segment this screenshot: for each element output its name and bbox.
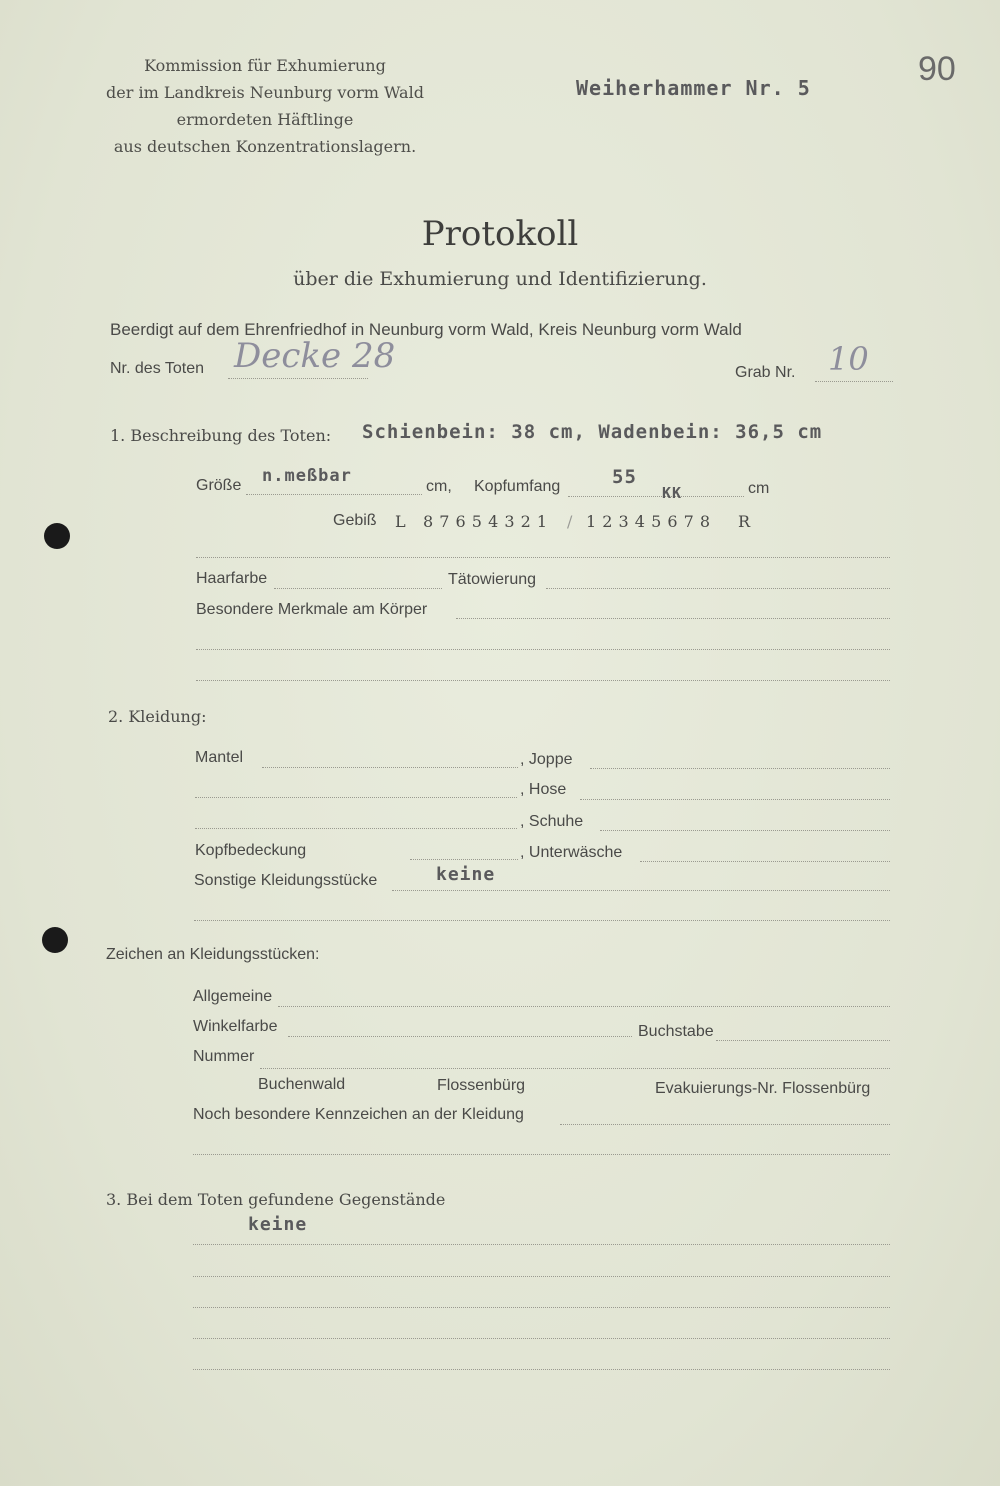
headgear-label: Kopfbedeckung	[195, 842, 307, 859]
letter-label: Buchstabe	[638, 1023, 714, 1040]
grave-value: 10	[828, 340, 869, 378]
teeth-right-numbers: 1 2 3 4 5 6 7 8	[586, 512, 711, 531]
body-marks-label: Besondere Merkmale am Körper	[196, 601, 428, 618]
flossenburg-label: Flossenbürg	[437, 1077, 526, 1094]
evacuation-number-label: Evakuierungs-Nr. Flossenbürg	[655, 1080, 871, 1097]
org-line-2: der im Landkreis Neunburg vorm Wald	[106, 83, 424, 102]
shoes-label: , Schuhe	[520, 813, 584, 830]
org-line-4: aus deutschen Konzentrationslagern.	[113, 137, 417, 156]
location-stamp: Weiherhammer Nr. 5	[576, 76, 811, 100]
height-value: n.meßbar	[262, 466, 352, 486]
grave-label: Grab Nr.	[735, 364, 796, 381]
head-circumference-label: Kopfumfang	[474, 478, 561, 495]
teeth-label: Gebiß	[333, 512, 377, 529]
page-title: Protokoll	[421, 214, 579, 254]
other-clothing-label: Sonstige Kleidungsstücke	[194, 872, 378, 889]
page-number: 90	[918, 50, 956, 88]
buchenwald-label: Buchenwald	[258, 1076, 346, 1093]
teeth-left-numbers: 8 7 6 5 4 3 2 1	[423, 512, 548, 531]
cm-label-2: cm	[748, 480, 770, 497]
teeth-separator: /	[567, 512, 573, 531]
dead-no-value: Decke 28	[234, 336, 396, 376]
jacket-label: , Joppe	[520, 751, 573, 768]
head-circumference-value: 55	[612, 466, 637, 488]
special-marks-label: Noch besondere Kennzeichen an der Kleidung	[193, 1106, 524, 1123]
trousers-label: , Hose	[520, 781, 567, 798]
other-clothing-value: keine	[436, 864, 496, 885]
org-line-1: Kommission für Exhumierung	[144, 56, 386, 75]
teeth-left: L	[395, 512, 406, 531]
coat-label: Mantel	[195, 749, 244, 766]
section3-label: 3. Bei dem Toten gefundene Gegenstände	[106, 1190, 446, 1209]
head-circumference-extra: KK	[662, 484, 683, 502]
page-subtitle: über die Exhumierung und Identifizierung.	[293, 268, 707, 290]
clothing-marks-label: Zeichen an Kleidungsstücken:	[106, 946, 320, 963]
section1-label: 1. Beschreibung des Toten:	[110, 426, 332, 445]
general-label: Allgemeine	[193, 988, 273, 1005]
triangle-color-label: Winkelfarbe	[193, 1018, 278, 1035]
section2-label: 2. Kleidung:	[108, 707, 207, 726]
dead-no-label: Nr. des Toten	[110, 360, 204, 377]
org-line-3: ermordeten Häftlinge	[176, 110, 354, 129]
hair-color-label: Haarfarbe	[196, 570, 268, 587]
cm-label-1: cm,	[426, 478, 452, 495]
section1-value: Schienbein: 38 cm, Wadenbein: 36,5 cm	[362, 421, 823, 443]
height-label: Größe	[196, 477, 242, 494]
org-header	[100, 52, 430, 160]
punch-hole-top	[44, 523, 70, 549]
number-label: Nummer	[193, 1048, 255, 1065]
section3-value: keine	[248, 1214, 308, 1235]
teeth-right: R	[738, 512, 751, 531]
tattoo-label: Tätowierung	[448, 571, 537, 588]
underwear-label: , Unterwäsche	[520, 844, 623, 861]
punch-hole-bottom	[42, 927, 68, 953]
burial-text: Beerdigt auf dem Ehrenfriedhof in Neunburg vorm Wald, Kreis Neunburg vorm Wald	[110, 320, 742, 339]
